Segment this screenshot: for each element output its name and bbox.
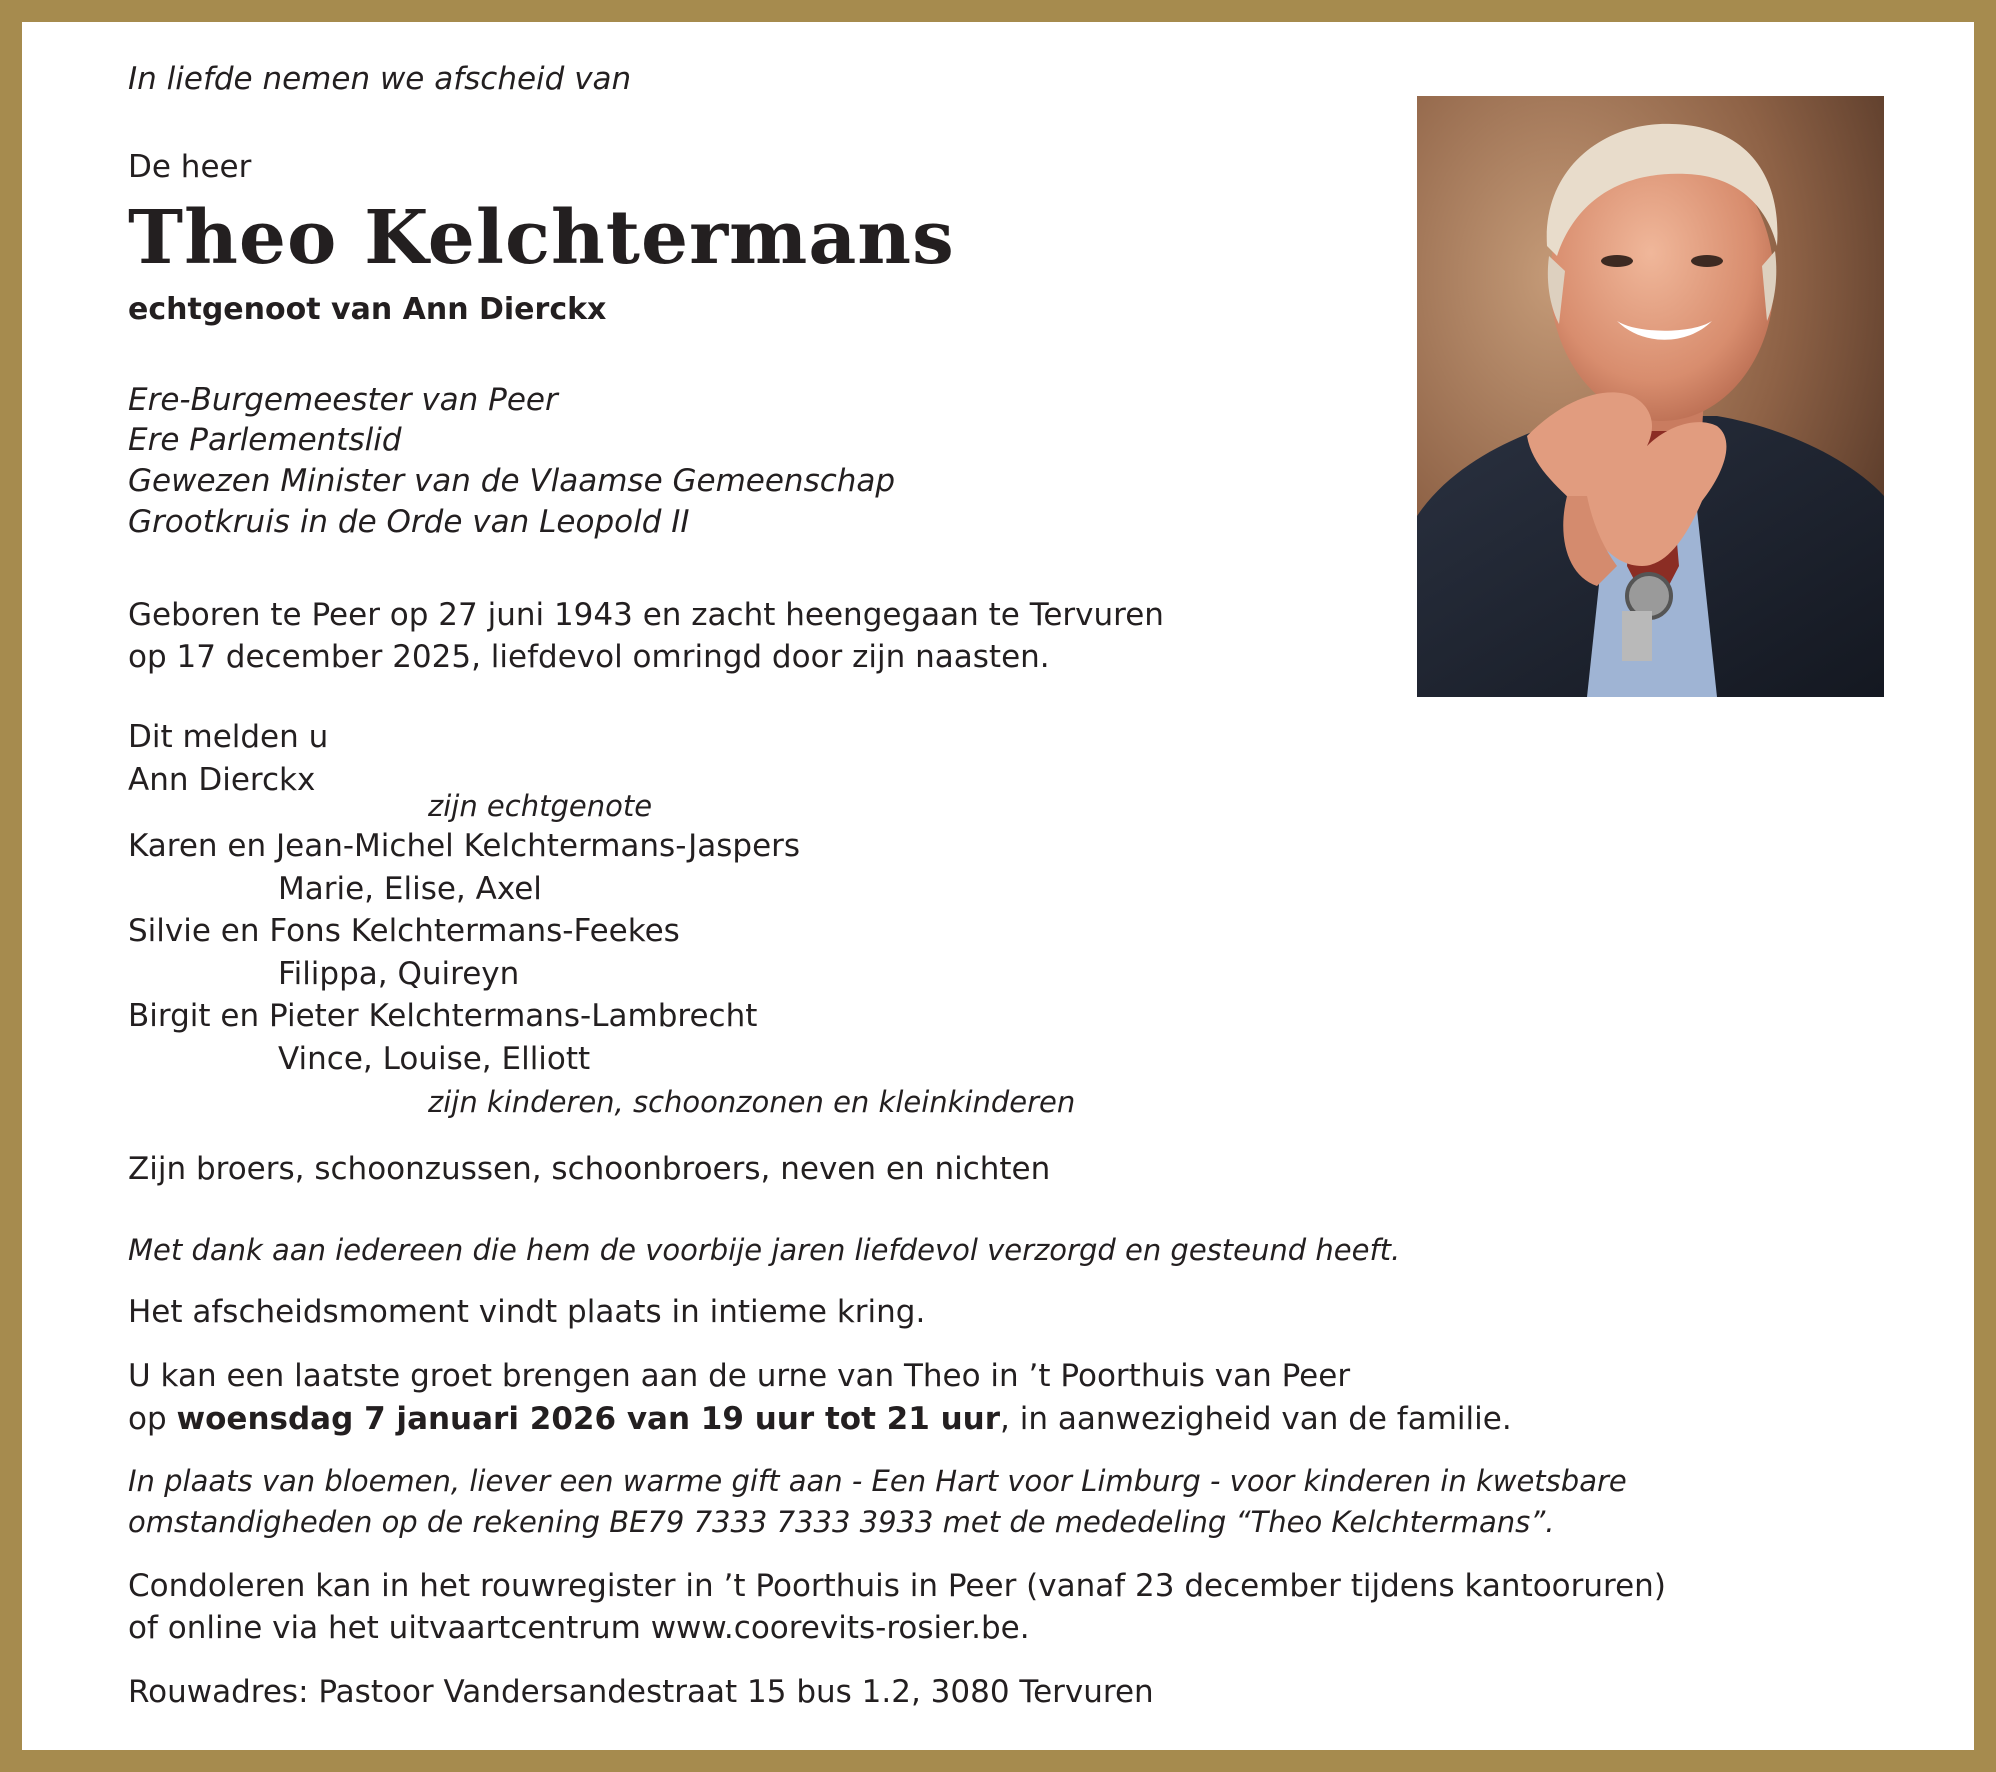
spouse-of-line: echtgenoot van Ann Dierckx xyxy=(128,292,607,327)
grandchildren: Vince, Louise, Elliott xyxy=(278,1041,591,1077)
visit-date-line xyxy=(128,1398,1512,1440)
other-relatives: Zijn broers, schoonzussen, schoonbroers, neven en nichten xyxy=(128,1151,1051,1187)
ceremony-line: Het afscheidsmoment vindt plaats in intieme kring. xyxy=(128,1294,926,1330)
grandchildren: Marie, Elise, Axel xyxy=(278,871,542,907)
visit-line: U kan een laatste groet brengen aan de urne van Theo in ’t Poorthuis van Peer xyxy=(128,1358,1351,1394)
child-couple: Silvie en Fons Kelchtermans-Feekes xyxy=(128,913,680,949)
title-line: Gewezen Minister van de Vlaamse Gemeenschap xyxy=(128,463,896,499)
thanks-line: Met dank aan iedereen die hem de voorbije jaren liefdevol verzorgd en gesteund heeft. xyxy=(128,1233,1401,1267)
visit-prefix: op xyxy=(128,1401,177,1437)
family-intro: Dit melden u xyxy=(128,719,329,755)
gift-line: In plaats van bloemen, liever een warme gift aan - Een Hart voor Limburg - voor kinderen in kwetsbare xyxy=(128,1464,1627,1498)
title-line: Ere-Burgemeester van Peer xyxy=(128,382,558,418)
salutation: De heer xyxy=(128,149,252,185)
deceased-name: Theo Kelchtermans xyxy=(128,195,955,281)
child-couple: Birgit en Pieter Kelchtermans-Lambrecht xyxy=(128,998,758,1034)
spouse-role: zijn echtgenote xyxy=(428,789,653,823)
child-couple: Karen en Jean-Michel Kelchtermans-Jaspers xyxy=(128,828,801,864)
spouse-name: Ann Dierckx xyxy=(128,762,316,798)
portrait-illustration xyxy=(1417,96,1884,697)
children-role: zijn kinderen, schoonzonen en kleinkinderen xyxy=(428,1085,1076,1119)
birth-line: Geboren te Peer op 27 juni 1943 en zacht heengegaan te Tervuren xyxy=(128,597,1164,633)
grandchildren: Filippa, Quireyn xyxy=(278,956,520,992)
intro-line: In liefde nemen we afscheid van xyxy=(128,61,632,97)
gift-line: omstandigheden op de rekening BE79 7333 7333 3933 met de mededeling “Theo Kelchtermans”. xyxy=(128,1505,1555,1539)
title-line: Ere Parlementslid xyxy=(128,422,402,458)
mourning-address: Rouwadres: Pastoor Vandersandestraat 15 bus 1.2, 3080 Tervuren xyxy=(128,1674,1154,1710)
title-line: Grootkruis in de Orde van Leopold II xyxy=(128,504,690,540)
birth-line: op 17 december 2025, liefdevol omringd door zijn naasten. xyxy=(128,639,1050,675)
condolence-line: of online via het uitvaartcentrum www.coorevits-rosier.be. xyxy=(128,1610,1030,1646)
portrait-photo xyxy=(1417,96,1884,697)
visit-date: woensdag 7 januari 2026 van 19 uur tot 21 uur xyxy=(176,1401,1001,1437)
visit-suffix: , in aanwezigheid van de familie. xyxy=(1000,1401,1512,1437)
condolence-line: Condoleren kan in het rouwregister in ’t Poorthuis in Peer (vanaf 23 december tijdens kantooruren) xyxy=(128,1568,1666,1604)
